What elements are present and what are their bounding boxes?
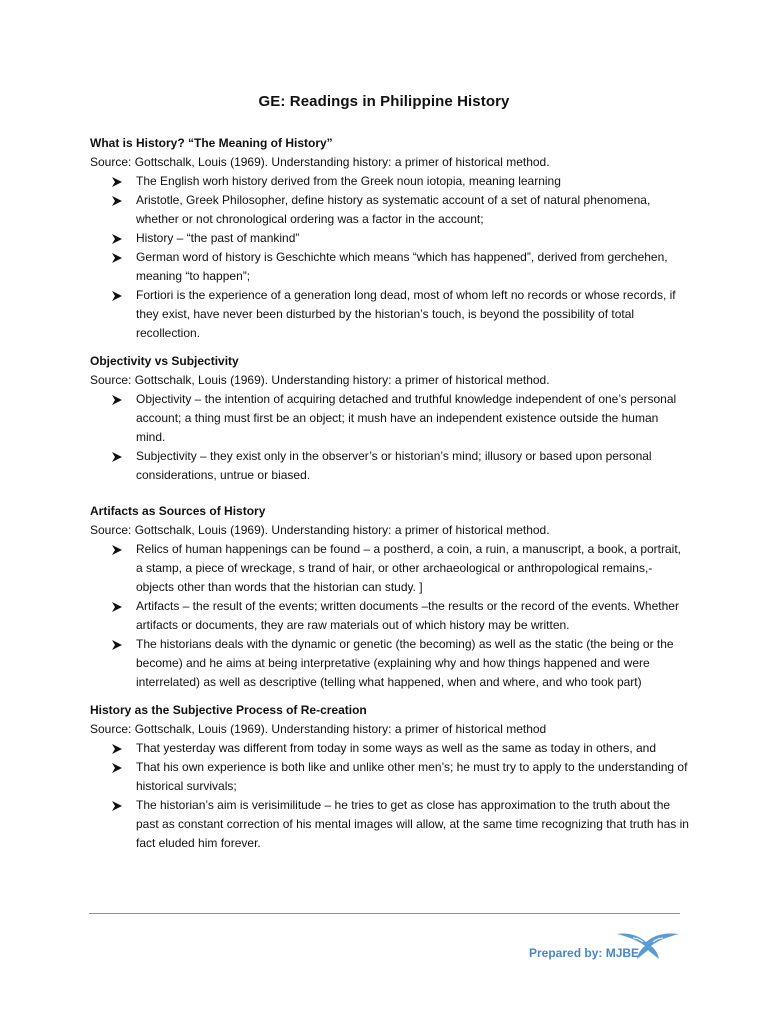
bullet-text: Subjectivity – they exist only in the observer’s or historian’s mind; illusory or based upon personal considerations, untrue or biased. xyxy=(136,449,652,482)
source-line: Source: Gottschalk, Louis (1969). Understanding history: a primer of historical method. xyxy=(90,523,550,537)
list-item xyxy=(90,597,690,635)
source-line: Source: Gottschalk, Louis (1969). Understanding history: a primer of historical method. xyxy=(90,155,550,169)
source-line: Source: Gottschalk, Louis (1969). Understanding history: a primer of historical method. xyxy=(90,373,550,387)
prepared-by-label: Prepared by: MJBE xyxy=(529,946,640,960)
arrowhead-bullet-icon xyxy=(111,172,125,191)
bullet-list xyxy=(90,540,690,692)
bullet-list xyxy=(90,172,690,343)
arrowhead-bullet-icon xyxy=(111,191,125,210)
section-recreation xyxy=(90,701,690,853)
list-item xyxy=(90,172,690,191)
section-artifacts xyxy=(90,502,690,692)
arrowhead-bullet-icon xyxy=(111,758,125,777)
footer-divider xyxy=(89,913,680,914)
list-item xyxy=(90,286,690,343)
source-line: Source: Gottschalk, Louis (1969). Understanding history: a primer of historical method xyxy=(90,722,547,736)
bullet-text: Artifacts – the result of the events; written documents –the results or the record of the events. Whether artifacts or documents, they are raw materials out of which history may be written. xyxy=(136,599,679,632)
arrowhead-bullet-icon xyxy=(111,796,125,815)
bullet-text: Relics of human happenings can be found – a postherd, a coin, a ruin, a manuscript, a book, a portrait, a stamp, a piece of wreckage, s trand of hair, or other archaeological or anthropological remains,- objects other than words that the historian can study. ] xyxy=(136,542,681,594)
bullet-text: That yesterday was different from today in some ways as well as the same as today in others, and xyxy=(136,741,657,755)
arrowhead-bullet-icon xyxy=(111,248,125,267)
list-item xyxy=(90,390,690,447)
arrowhead-bullet-icon xyxy=(111,390,125,409)
list-item xyxy=(90,796,690,853)
section-meaning-of-history xyxy=(90,134,690,343)
bullet-text: The historian’s aim is verisimilitude – he tries to get as close has approximation to the truth about the past as constant correction of his mental images will allow, at the same time recognizing that truth has in fact eluded him forever. xyxy=(136,798,689,850)
list-item xyxy=(90,739,690,758)
list-item xyxy=(90,229,690,248)
bullet-text: Aristotle, Greek Philosopher, define history as systematic account of a set of natural phenomena, whether or not chronological ordering was a factor in the account; xyxy=(136,193,651,226)
section-heading: Artifacts as Sources of History xyxy=(90,504,266,518)
page-title: GE: Readings in Philippine History xyxy=(258,93,510,110)
list-item xyxy=(90,191,690,229)
bullet-text: Fortiori is the experience of a generation long dead, most of whom left no records or whose records, if they exist, have never been disturbed by the historian’s touch, is beyond the possibility of total recollection. xyxy=(136,288,676,340)
bullet-text: History – “the past of mankind” xyxy=(136,231,300,245)
arrowhead-bullet-icon xyxy=(111,447,125,466)
section-heading: What is History? “The Meaning of History” xyxy=(90,136,333,150)
arrowhead-bullet-icon xyxy=(111,286,125,305)
bullet-text: The historians deals with the dynamic or genetic (the becoming) as well as the static (the being or the become) and he aims at being interpretative (explaining why and how things happened and were interrelated) as well as descriptive (telling what happened, when and where, and who took part) xyxy=(136,637,674,689)
section-objectivity-subjectivity xyxy=(90,352,690,485)
bullet-text: Objectivity – the intention of acquiring detached and truthful knowledge independent of one’s personal account; a thing must first be an object; it mush have an independent existence outside the human mind. xyxy=(136,392,677,444)
list-item xyxy=(90,540,690,597)
list-item xyxy=(90,447,690,485)
list-item xyxy=(90,758,690,796)
arrowhead-bullet-icon xyxy=(111,635,125,654)
swallow-logo-icon xyxy=(615,928,681,960)
bullet-list xyxy=(90,739,690,853)
bullet-list xyxy=(90,390,690,485)
arrowhead-bullet-icon xyxy=(111,739,125,758)
arrowhead-bullet-icon xyxy=(111,540,125,559)
section-heading: History as the Subjective Process of Re-creation xyxy=(90,703,367,717)
document-body xyxy=(90,134,690,862)
list-item xyxy=(90,635,690,692)
arrowhead-bullet-icon xyxy=(111,597,125,616)
section-heading: Objectivity vs Subjectivity xyxy=(90,354,239,368)
bullet-text: That his own experience is both like and unlike other men’s; he must try to apply to the understanding of historical survivals; xyxy=(136,760,688,793)
bullet-text: The English worh history derived from the Greek noun iotopia, meaning learning xyxy=(136,174,561,188)
bullet-text: German word of history is Geschichte which means “which has happened”, derived from gerchehen, meaning “to happen”; xyxy=(136,250,668,283)
arrowhead-bullet-icon xyxy=(111,229,125,248)
list-item xyxy=(90,248,690,286)
